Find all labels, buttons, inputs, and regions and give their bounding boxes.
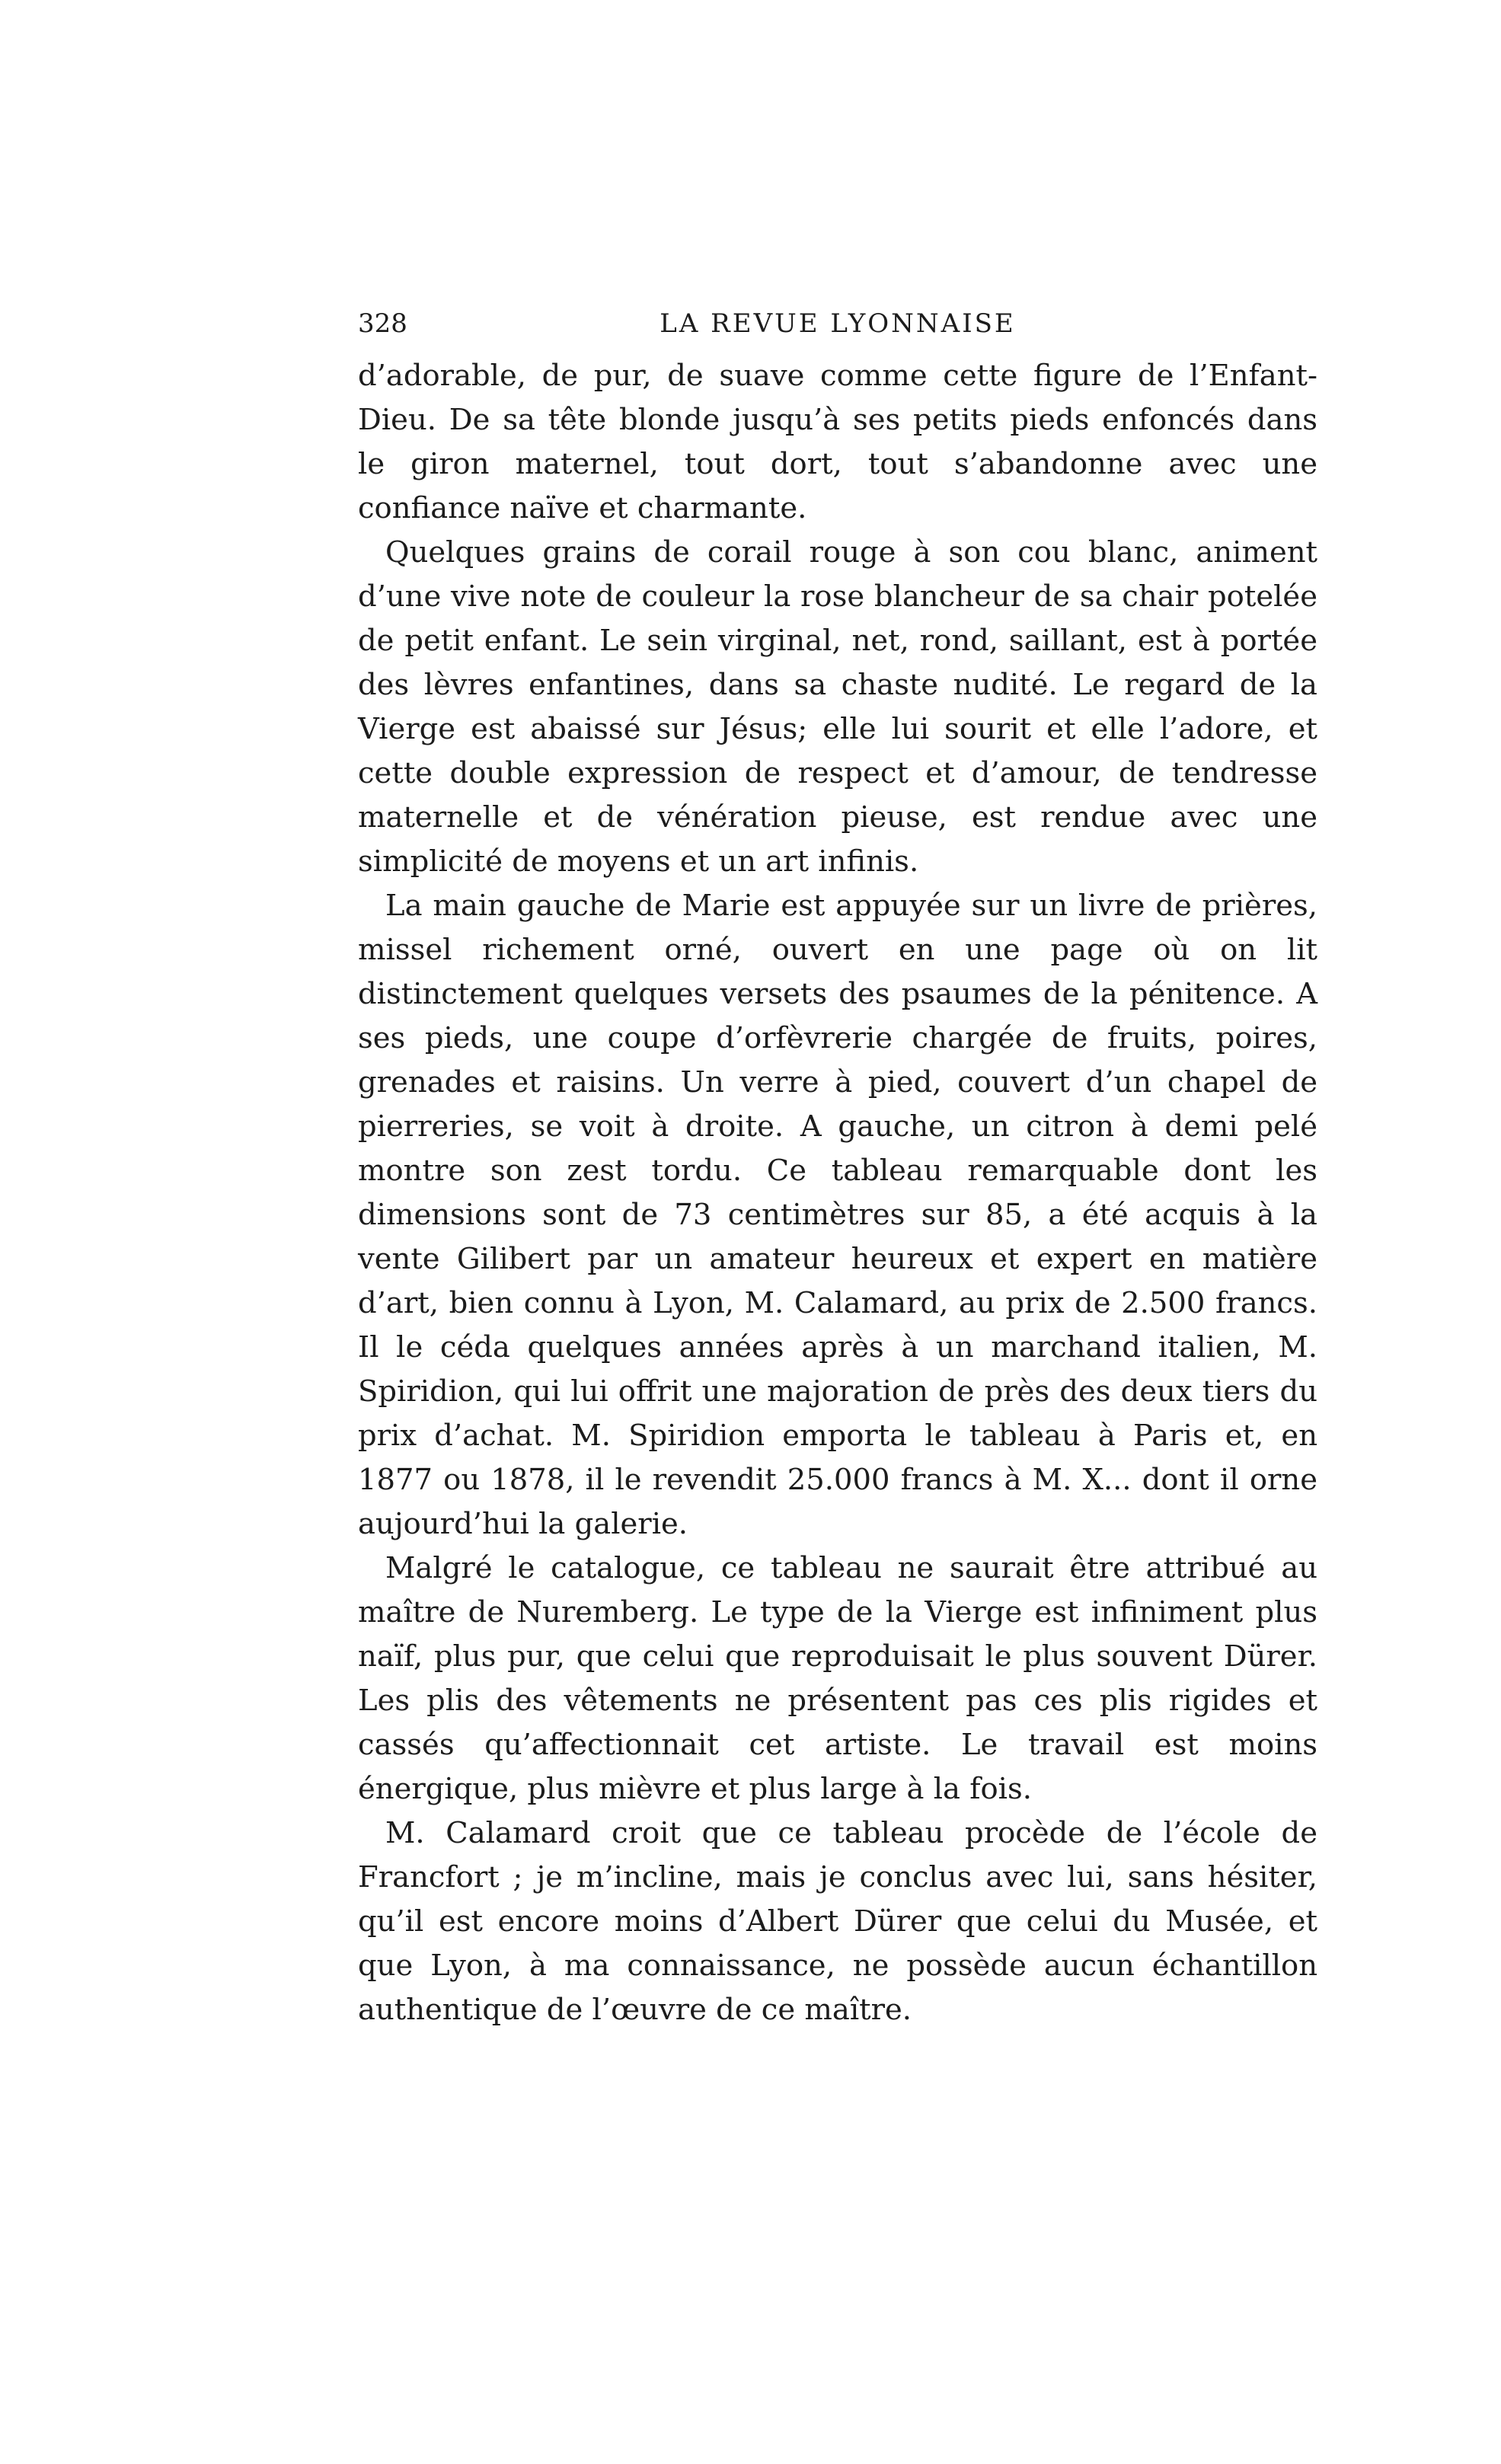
paragraph: Malgré le catalogue, ce tableau ne saurait être attribué au maître de Nuremberg. Le type de la Vierge est infiniment plus naïf, plus pur, que celui que reproduisait le plus souvent Dürer. Les plis des vêtements ne présentent pas ces plis rigides et cassés qu’affectionnait cet artiste. Le travail est moins énergique, plus mièvre et plus large à la fois.: [358, 1551, 1317, 1806]
paragraph-continuation: d’adorable, de pur, de suave comme cette figure de l’Enfant-Dieu. De sa tête blonde jusqu’à ses petits pieds enfoncés dans le giron maternel, tout dort, tout s’abandonne avec une confiance naïve et charmante.: [358, 359, 1317, 525]
running-head: [358, 308, 1317, 354]
page-content: [358, 308, 1317, 2032]
paragraph: M. Calamard croit que ce tableau procède de l’école de Francfort ; je m’incline, mais je conclus avec lui, sans hésiter, qu’il est encore moins d’Albert Dürer que celui du Musée, et que Lyon, à ma connaissance, ne possède aucun échantillon authentique de l’œuvre de ce maître.: [358, 1816, 1317, 2027]
paragraph: Quelques grains de corail rouge à son cou blanc, animent d’une vive note de couleur la rose blancheur de sa chair potelée de petit enfant. Le sein virginal, net, rond, saillant, est à portée des lèvres enfantines, dans sa chaste nudité. Le regard de la Vierge est abaissé sur Jésus; elle lui sourit et elle l’adore, et cette double expression de respect et d’amour, de tendresse maternelle et de vénération pieuse, est rendue avec une simplicité de moyens et un art infinis.: [358, 535, 1317, 879]
paragraph: La main gauche de Marie est appuyée sur un livre de prières, missel richement orné, ouvert en une page où on lit distinctement quelques versets des psaumes de la pénitence. A ses pieds, une coupe d’orfèvrerie chargée de fruits, poires, grenades et raisins. Un verre à pied, couvert d’un chapel de pierreries, se voit à droite. A gauche, un citron à demi pelé montre son zest tordu. Ce tableau remarquable dont les dimensions sont de 73 centimètres sur 85, a été acquis à la vente Gilibert par un amateur heureux et expert en matière d’art, bien connu à Lyon, M. Calamard, au prix de 2.500 francs. Il le céda quelques années après à un marchand italien, M. Spiridion, qui lui offrit une majoration de près des deux tiers du prix d’achat. M. Spiridion emporta le tableau à Paris et, en 1877 ou 1878, il le revendit 25.000 francs à M. X... dont il orne aujourd’hui la galerie.: [358, 889, 1317, 1541]
journal-title: LA REVUE LYONNAISE: [659, 308, 1016, 339]
body-text: [358, 354, 1317, 2032]
page-number: 328: [358, 308, 407, 339]
